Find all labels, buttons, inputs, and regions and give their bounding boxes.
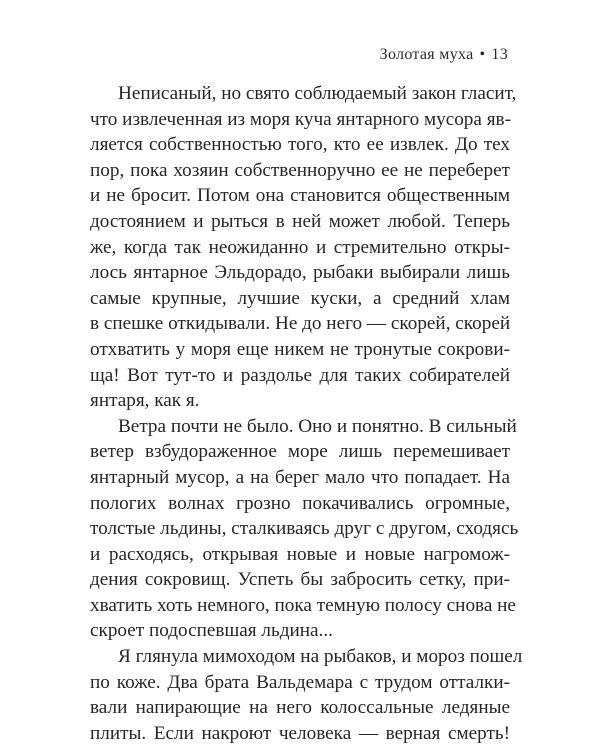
text-line: в спешке откидывали. Не до него — скорей, скорей xyxy=(90,313,511,335)
page-number: 13 xyxy=(491,46,508,63)
text-line: Я глянула мимоходом на рыбаков, и мороз пошел xyxy=(118,646,523,668)
text-line: вали напирающие на него колоссальные ледяные xyxy=(90,697,510,719)
running-head-title: Золотая муха xyxy=(379,46,474,63)
paragraph-3 xyxy=(90,644,523,746)
text-line: янтарный мусор, а на берег мало что попадает. На xyxy=(90,466,510,488)
paragraph-2 xyxy=(90,414,519,644)
text-line: достоянием и рыться в ней может любой. Теперь xyxy=(90,210,510,232)
text-line: ляется собственностью того, кто ее извлек. До тех xyxy=(90,134,510,156)
text-line: скроет подоспевшая льдина... xyxy=(90,620,333,642)
body-text xyxy=(90,81,523,746)
text-line: ветер взбудораженное море лишь перемешивает xyxy=(90,441,510,463)
text-line: и расходясь, открывая новые и новые нагромож- xyxy=(90,543,510,565)
running-head-separator: • xyxy=(479,46,486,63)
text-line: самые крупные, лучшие куски, а средний хлам xyxy=(90,287,510,309)
text-line: Неписаный, но свято соблюдаемый закон гласит, xyxy=(118,83,517,104)
paragraph-1 xyxy=(90,81,517,414)
running-head xyxy=(380,46,508,64)
text-line: же, когда так неожиданно и стремительно откры- xyxy=(90,236,510,258)
text-line: хватить хоть немного, пока темную полосу снова не xyxy=(90,594,516,616)
text-line: янтаря, как я. xyxy=(90,390,200,412)
text-line: отхватить у моря еще никем не тронутые сокрови- xyxy=(90,338,510,360)
text-line: толстые льдины, сталкиваясь друг с другом, сходясь xyxy=(90,518,519,540)
text-line: ща! Вот тут-то и раздолье для таких собирателей xyxy=(90,364,510,386)
text-line: пологих волнах грозно покачивались огромные, xyxy=(90,492,510,514)
text-line: пор, пока хозяин собственноручно ее не переберет xyxy=(90,159,510,181)
text-line: что извлеченная из моря куча янтарного мусора яв- xyxy=(90,108,511,130)
text-line: лось янтарное Эльдорадо, рыбаки выбирали лишь xyxy=(90,262,510,284)
text-line: дения сокровищ. Успеть бы забросить сетку, при- xyxy=(90,569,510,591)
text-line: Ветра почти не было. Оно и понятно. В сильный xyxy=(118,415,517,437)
text-line: и не бросит. Потом она становится общественным xyxy=(90,185,510,207)
text-line: по коже. Два брата Вальдемара с трудом отталки- xyxy=(90,671,510,693)
text-line: плиты. Если накроют человека — верная смерть! xyxy=(90,722,510,744)
